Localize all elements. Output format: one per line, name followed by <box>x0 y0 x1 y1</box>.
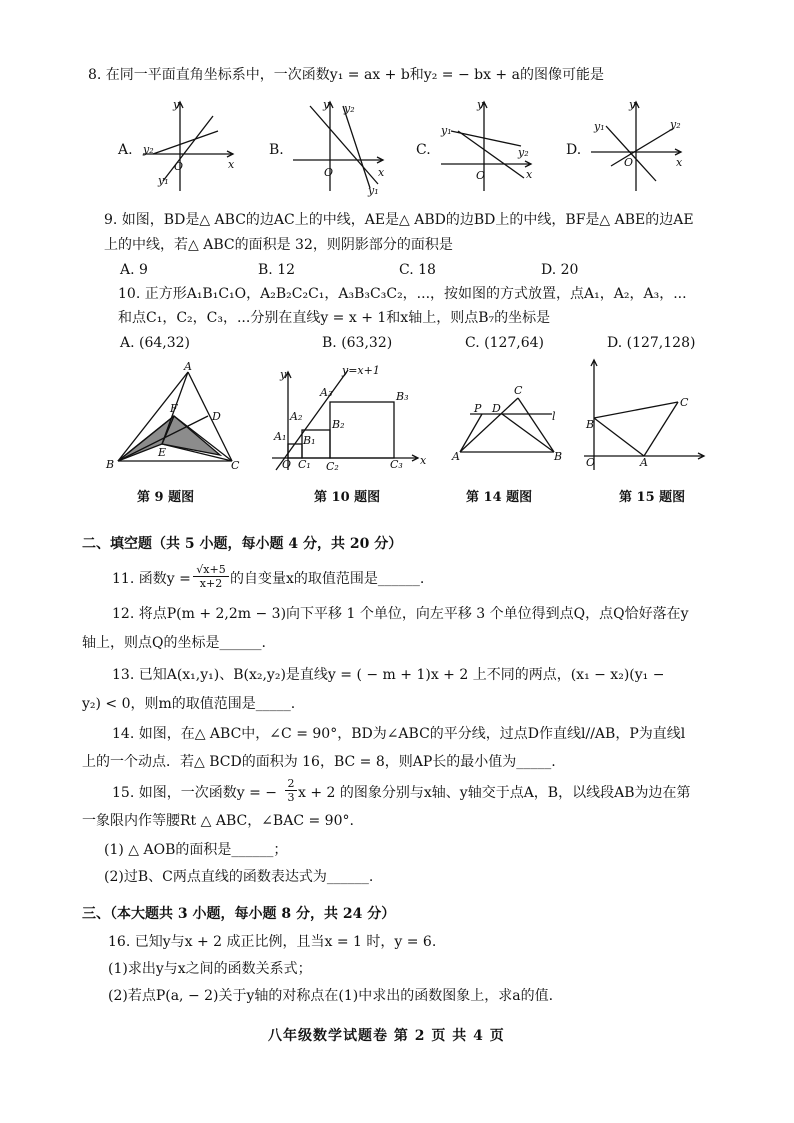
svg-text:B: B <box>554 450 563 463</box>
q9-line-1: 9. 如图，BD是△ ABC的边AC上的中线，AE是△ ABD的边BD上的中线，BF是△ ABE的边AE <box>104 212 694 228</box>
q8-option-b: B. <box>269 142 284 158</box>
section-2-heading: 二、填空题（共 5 小题，每小题 4 分，共 20 分） <box>82 536 403 552</box>
q8-option-d: D. <box>566 142 582 158</box>
q10-option-d: D. (127,128) <box>607 335 696 351</box>
q15-numerator: 2 <box>285 777 297 791</box>
svg-text:y₂: y₂ <box>670 118 681 131</box>
q9-option-c: C. 18 <box>399 262 436 278</box>
q13-line-2: y₂) < 0，则m的取值范围是_____. <box>82 696 296 712</box>
q11-numerator: √x+5 <box>193 563 229 577</box>
caption-fig-14: 第 14 题图 <box>466 490 533 505</box>
svg-text:l: l <box>552 410 556 423</box>
svg-text:O: O <box>624 156 634 169</box>
svg-text:C: C <box>231 459 240 472</box>
q16-sub-1: (1)求出y与x之间的函数关系式； <box>108 961 312 977</box>
svg-text:A₃: A₃ <box>320 386 333 399</box>
svg-text:O: O <box>174 160 184 173</box>
q10-line-2: 和点C₁，C₂，C₃，...分别在直线y = x + 1和x轴上，则点B₇的坐标是 <box>118 310 551 326</box>
q11-fraction <box>193 563 229 590</box>
q10-option-a: A. (64,32) <box>120 335 191 351</box>
caption-fig-9: 第 9 题图 <box>137 490 195 505</box>
svg-text:D: D <box>212 410 221 423</box>
svg-text:O: O <box>586 456 596 469</box>
svg-text:A: A <box>184 360 192 373</box>
q11-prefix: 11. 函数y = <box>112 571 191 587</box>
svg-text:x: x <box>676 156 683 169</box>
section-3-heading: 三、（本大题共 3 小题，每小题 8 分，共 24 分） <box>82 906 396 922</box>
q9-option-d: D. 20 <box>541 262 579 278</box>
svg-text:x: x <box>378 166 385 179</box>
svg-text:y: y <box>477 98 484 111</box>
svg-text:E: E <box>158 446 167 459</box>
fig10-line-label: y=x+1 <box>342 364 380 377</box>
q12-line-2: 轴上，则点Q的坐标是______. <box>82 635 266 651</box>
q16-line-1: 16. 已知y与x + 2 成正比例，且当x = 1 时，y = 6. <box>108 934 437 950</box>
svg-text:A: A <box>640 456 648 469</box>
q15-sub-2: (2)过B、C两点直线的函数表达式为______. <box>104 869 374 885</box>
figure-10 <box>268 364 428 474</box>
svg-text:x: x <box>420 454 427 467</box>
svg-text:y₁: y₁ <box>441 124 452 137</box>
caption-fig-10: 第 10 题图 <box>314 490 381 505</box>
q8-graph-d <box>586 96 686 196</box>
svg-text:P: P <box>474 402 482 415</box>
q10-option-b: B. (63,32) <box>322 335 393 351</box>
q9-line-2: 上的中线，若△ ABC的面积是 32，则阴影部分的面积是 <box>104 237 453 253</box>
svg-text:y: y <box>280 368 287 381</box>
figure-14 <box>452 380 572 470</box>
q8-option-c: C. <box>416 142 431 158</box>
svg-text:y: y <box>323 98 330 111</box>
q8-graph-c <box>436 96 536 196</box>
svg-text:y₂: y₂ <box>344 102 355 115</box>
q15-prefix: 15. 如图，一次函数y = − <box>112 785 277 801</box>
q14-line-2: 上的一个动点．若△ BCD的面积为 16，BC = 8，则AP长的最小值为_____. <box>82 754 556 770</box>
svg-text:F: F <box>170 402 178 415</box>
svg-text:B: B <box>106 458 115 471</box>
q15-sub-1: (1) △ AOB的面积是______； <box>104 842 288 858</box>
svg-text:A: A <box>452 450 460 463</box>
svg-text:C₃: C₃ <box>390 458 403 471</box>
q10-line-1: 10. 正方形A₁B₁C₁O，A₂B₂C₂C₁，A₃B₃C₃C₂，...，按如图的方式放置，点A₁，A₂，A₃，... <box>118 286 687 302</box>
svg-text:y₁: y₁ <box>158 174 169 187</box>
svg-text:C₁: C₁ <box>298 458 311 471</box>
svg-text:B₂: B₂ <box>332 418 345 431</box>
q15-line-2: 一象限内作等腰Rt △ ABC，∠BAC = 90°. <box>82 813 354 829</box>
svg-text:y₁: y₁ <box>594 120 605 133</box>
figure-15 <box>578 356 708 474</box>
svg-text:y: y <box>629 98 636 111</box>
svg-text:O: O <box>324 166 334 179</box>
q10-option-c: C. (127,64) <box>465 335 545 351</box>
svg-text:O: O <box>476 169 486 182</box>
svg-text:O: O <box>282 458 292 471</box>
svg-text:A₁: A₁ <box>274 430 287 443</box>
svg-text:B₃: B₃ <box>396 390 409 403</box>
svg-text:C₂: C₂ <box>326 460 339 473</box>
q15-fraction <box>285 777 297 804</box>
q9-option-b: B. 12 <box>258 262 296 278</box>
caption-fig-15: 第 15 题图 <box>619 490 686 505</box>
q12-line-1: 12. 将点P(m + 2,2m − 3)向下平移 1 个单位，向左平移 3 个单位得到点Q，点Q恰好落在y <box>112 606 689 622</box>
q11-suffix: 的自变量x的取值范围是______. <box>230 571 425 587</box>
svg-text:B₁: B₁ <box>303 434 316 447</box>
q16-sub-2: (2)若点P(a, − 2)关于y轴的对称点在(1)中求出的函数图象上，求a的值. <box>108 988 554 1004</box>
svg-text:y₂: y₂ <box>143 143 154 156</box>
q8-graph-b <box>288 96 388 196</box>
svg-text:y₁: y₁ <box>368 184 379 197</box>
q15-denominator: 3 <box>287 791 295 804</box>
svg-text:A₂: A₂ <box>290 410 303 423</box>
svg-text:x: x <box>228 158 235 171</box>
figure-9 <box>100 360 260 480</box>
svg-text:y: y <box>173 98 180 111</box>
svg-text:C: C <box>514 384 523 397</box>
q11-denominator: x+2 <box>199 577 223 590</box>
q8-option-a: A. <box>118 142 133 158</box>
q14-line-1: 14. 如图，在△ ABC中，∠C = 90°，BD为∠ABC的平分线，过点D作直线l//AB，P为直线l <box>112 726 686 742</box>
q15-suffix: x + 2 的图象分别与x轴、y轴交于点A，B，以线段AB为边在第 <box>298 785 691 801</box>
q8-stem: 8. 在同一平面直角坐标系中，一次函数y₁ = ax + b和y₂ = − bx + a的图像可能是 <box>88 67 604 83</box>
svg-text:D: D <box>492 402 501 415</box>
q8-graph-a <box>138 96 238 196</box>
q9-option-a: A. 9 <box>120 262 148 278</box>
page-footer: 八年级数学试题卷 第 2 页 共 4 页 <box>268 1028 505 1044</box>
q13-line-1: 13. 已知A(x₁,y₁)、B(x₂,y₂)是直线y = ( − m + 1)x + 2 上不同的两点，(x₁ − x₂)(y₁ − <box>112 667 665 683</box>
svg-text:B: B <box>586 418 595 431</box>
svg-text:y₂: y₂ <box>518 146 529 159</box>
svg-text:x: x <box>526 168 533 181</box>
svg-text:C: C <box>680 396 689 409</box>
